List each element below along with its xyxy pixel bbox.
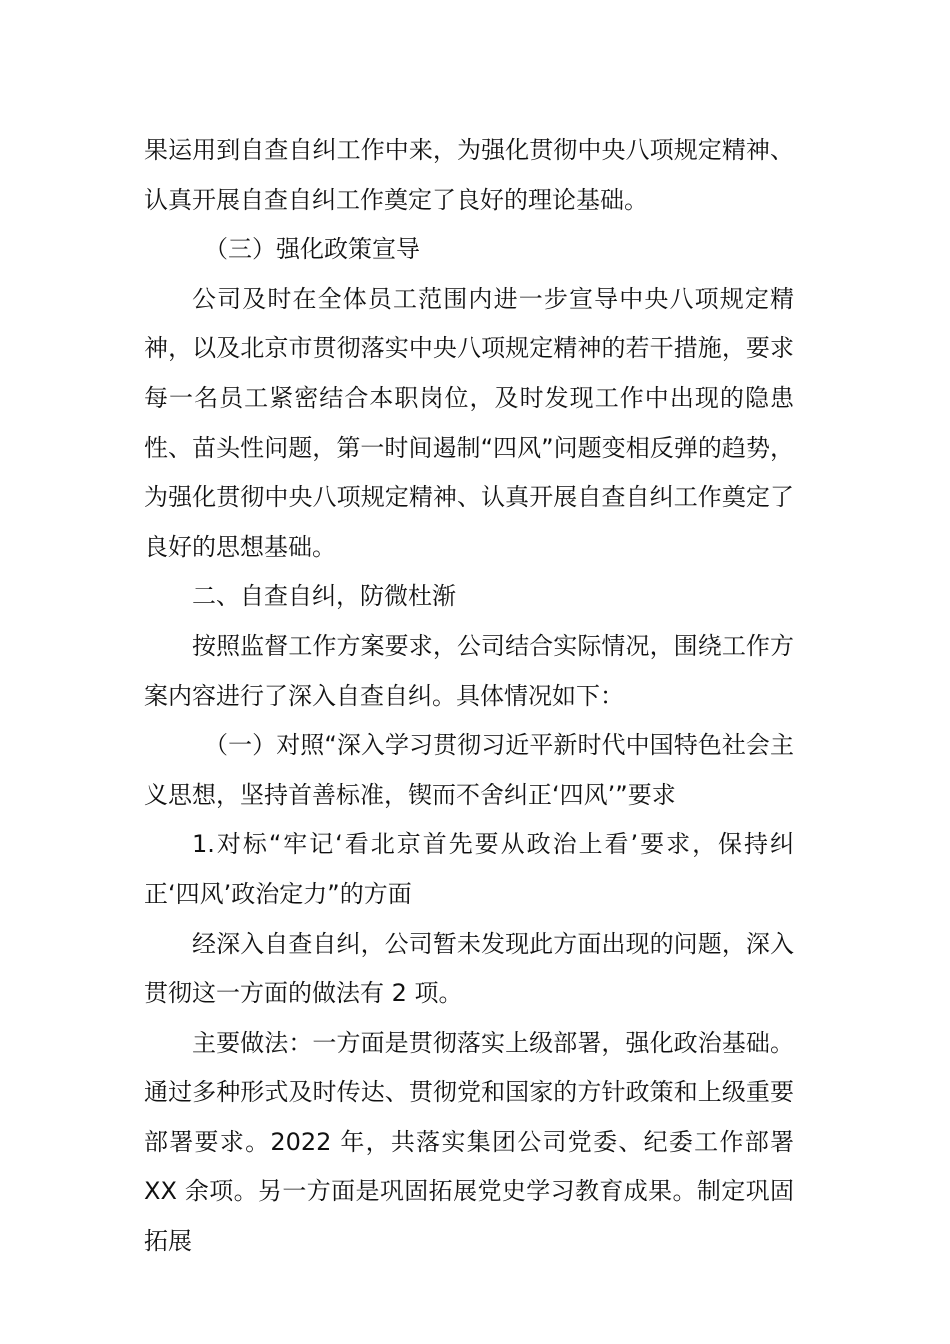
paragraph-main-practices: 主要做法：一方面是贯彻落实上级部署，强化政治基础。通过多种形式及时传达、贯彻党和国家的方针政策和上级重要部署要求。2022 年，共落实集团公司党委、纪委工作部署 XX 余项。另一方面是巩固拓展党史学习教育成果。制定巩固拓展 [144, 1028, 794, 1256]
item-heading-one: 1.对标“牢记‘看北京首先要从政治上看’要求，保持纠正‘四风’政治定力”的方面 [144, 830, 794, 908]
paragraph-inspection-result: 经深入自查自纠，公司暂未发现此方面出现的问题，深入贯彻这一方面的做法有 2 项。 [144, 929, 794, 1008]
section-heading-self-inspection: 二、自查自纠，防微杜渐 [192, 582, 456, 611]
paragraph-inspection-intro: 按照监督工作方案要求，公司结合实际情况，围绕工作方案内容进行了深入自查自纠。具体情况如下： [144, 631, 794, 710]
document-body [144, 126, 794, 1267]
section-heading-policy-promotion: （三）强化政策宣导 [204, 235, 420, 264]
subsection-heading-one: （一）对照“深入学习贯彻习近平新时代中国特色社会主义思想，坚持首善标准，锲而不舍纠正‘四风’”要求 [144, 731, 794, 809]
paragraph-policy-promotion: 公司及时在全体员工范围内进一步宣导中央八项规定精神，以及北京市贯彻落实中央八项规定精神的若干措施，要求每一名员工紧密结合本职岗位，及时发现工作中出现的隐患性、苗头性问题，第一时间遏制“四风”问题变相反弹的趋势，为强化贯彻中央八项规定精神、认真开展自查自纠工作奠定了良好的思想基础。 [144, 284, 794, 561]
paragraph-continuation: 果运用到自查自纠工作中来，为强化贯彻中央八项规定精神、认真开展自查自纠工作奠定了良好的理论基础。 [144, 136, 794, 214]
